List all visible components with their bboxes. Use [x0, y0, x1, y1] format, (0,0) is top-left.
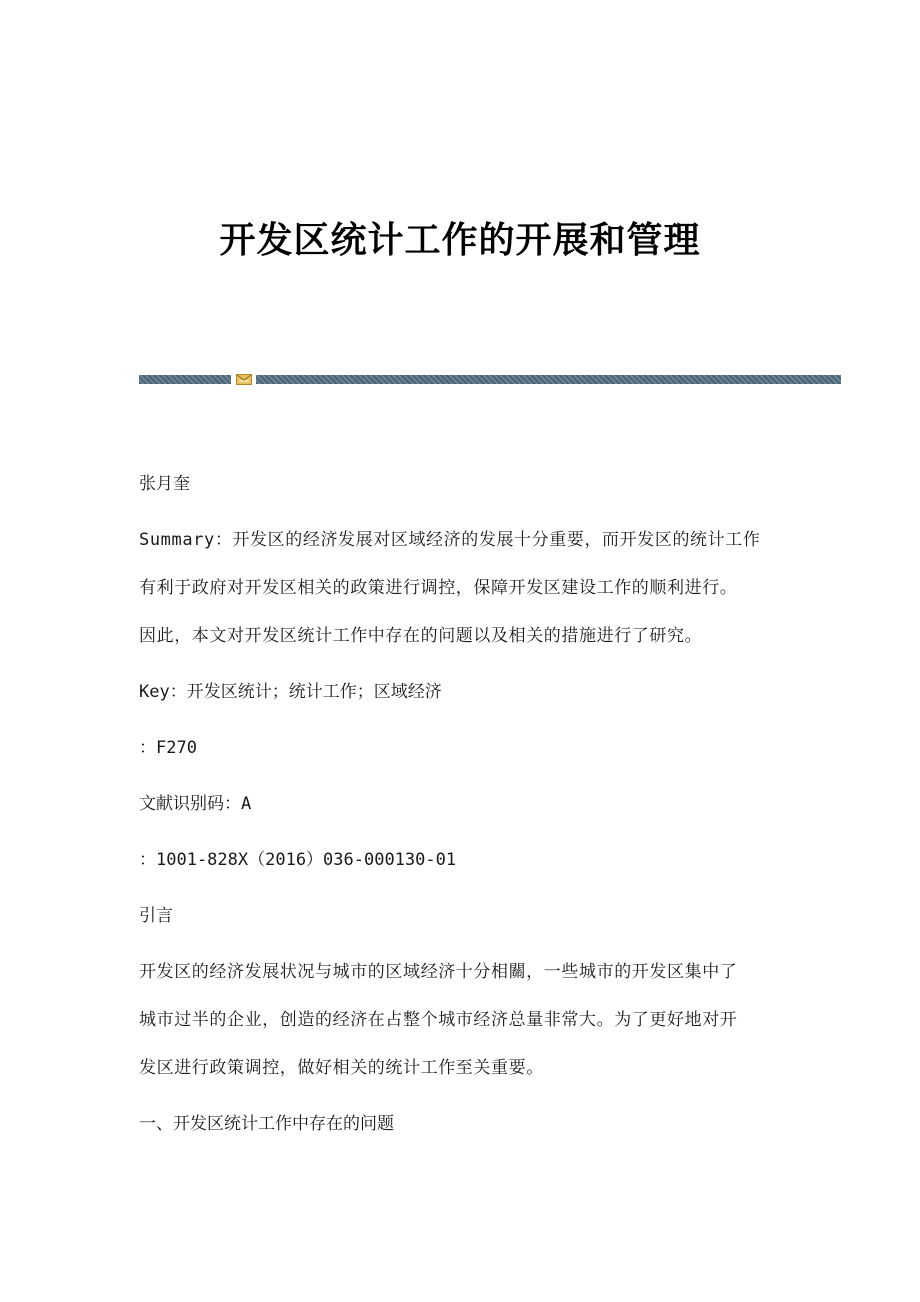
summary-line: Summary：开发区的经济发展对区域经济的发展十分重要，而开发区的统计工作 [139, 530, 761, 550]
classification-number: ：F270 [139, 738, 197, 758]
intro-line: 开发区的经济发展状况与城市的区域经济十分相關，一些城市的开发区集中了 [139, 962, 738, 982]
divider-bar-right [256, 375, 841, 384]
document-title: 开发区统计工作的开展和管理 [219, 219, 701, 261]
intro-heading: 引言 [139, 906, 173, 926]
divider-bar-left [139, 375, 231, 384]
intro-line: 发区进行政策调控，做好相关的统计工作至关重要。 [139, 1058, 544, 1078]
summary-line: 因此，本文对开发区统计工作中存在的问题以及相关的措施进行了研究。 [139, 626, 703, 646]
document-code: 文献识别码：A [139, 794, 252, 814]
article-number: ：1001-828X（2016）036-000130-01 [139, 850, 457, 870]
title-divider [139, 375, 841, 384]
keywords: Key：开发区统计；统计工作；区域经济 [139, 682, 442, 702]
envelope-ornament-icon [236, 373, 252, 385]
author-name: 张月奎 [139, 474, 190, 494]
summary-line: 有利于政府对开发区相关的政策进行调控，保障开发区建设工作的顺利进行。 [139, 578, 738, 598]
section-heading: 一、开发区统计工作中存在的问题 [139, 1114, 394, 1134]
intro-line: 城市过半的企业，创造的经济在占整个城市经济总量非常大。为了更好地对开 [139, 1010, 738, 1030]
